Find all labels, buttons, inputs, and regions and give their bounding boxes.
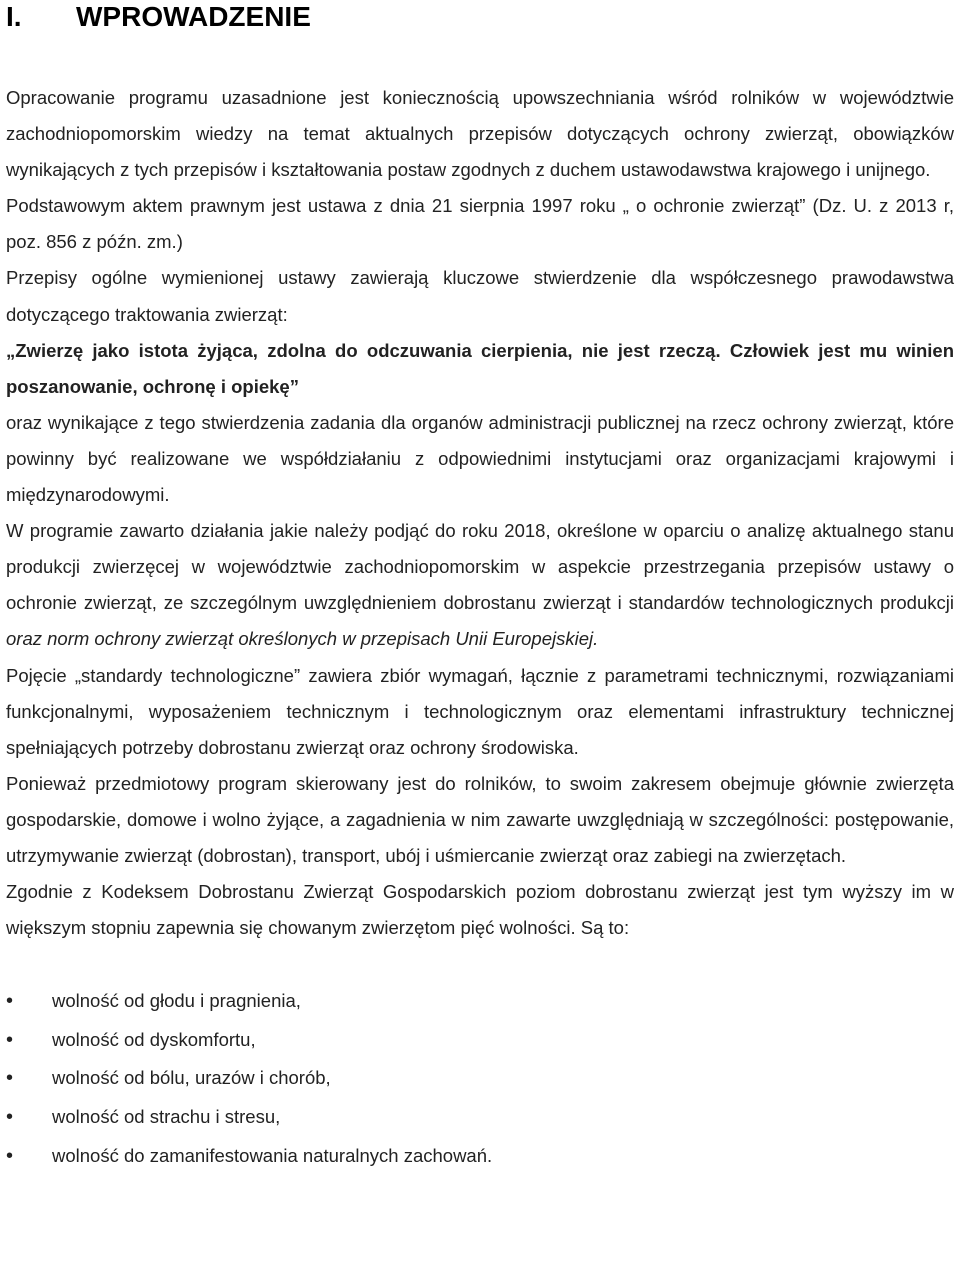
paragraph-welfare-code: Zgodnie z Kodeksem Dobrostanu Zwierząt Gospodarskich poziom dobrostanu zwierząt jest tym wyższy im w większym stopniu zapewnia się chowanym zwierzętom pięć wolności. Są to:: [6, 881, 954, 939]
list-item-text: wolność do zamanifestowania naturalnych zachowań.: [52, 1144, 493, 1166]
bullet-icon: •: [6, 1106, 14, 1129]
bullet-icon: •: [6, 1144, 14, 1167]
paragraph-purpose: Opracowanie programu uzasadnione jest koniecznością upowszechniania wśród rolników w województwie zachodniopomorskim wiedzy na temat aktualnych przepisów dotyczących ochrony zwierząt, obowiązków wynikających z tych przepisów i kształtowania postaw zgodnych z duchem ustawodawstwa krajowego i unijnego.: [6, 87, 954, 181]
bullet-icon: •: [6, 1067, 14, 1090]
section-title: WPROWADZENIE: [76, 1, 311, 32]
section-heading: [6, 0, 954, 58]
five-freedoms-list: [6, 982, 954, 1175]
paragraph-tasks: oraz wynikające z tego stwierdzenia zadania dla organów administracji publicznej na rzecz ochrony zwierząt, które powinny być realizowane we współdziałaniu z odpowiednimi instytucjami oraz organizacjami krajowymi i międzynarodowymi.: [6, 411, 954, 506]
body-text: [6, 80, 954, 946]
paragraph-legal-act: Podstawowym aktem prawnym jest ustawa z dnia 21 sierpnia 1997 roku „ o ochronie zwierząt” (Dz. U. z 2013 r, poz. 856 z późn. zm.): [6, 195, 954, 253]
list-item: [6, 1137, 954, 1176]
paragraph-program-actions: [6, 513, 954, 657]
paragraph-scope: Ponieważ przedmiotowy program skierowany jest do rolników, to swoim zakresem obejmuje głównie zwierzęta gospodarskie, domowe i wolno żyjące, a zagadnienia w nim zawarte uwzględniają w szczególności: postępowanie, utrzymywanie zwierząt (dobrostan), transport, ubój i uśmiercanie zwierząt oraz zabiegi na zwierzętach.: [6, 772, 954, 866]
list-item: [6, 982, 954, 1021]
paragraph-general-provisions: Przepisy ogólne wymienionej ustawy zawierają kluczowe stwierdzenie dla współczesnego prawodawstwa dotyczącego traktowania zwierząt:: [6, 267, 954, 325]
list-item-text: wolność od głodu i pragnienia,: [52, 990, 301, 1012]
list-item-text: wolność od strachu i stresu,: [52, 1106, 281, 1128]
bullet-icon: •: [6, 990, 14, 1013]
list-item: [6, 1021, 954, 1060]
program-actions-italic-text: oraz norm ochrony zwierząt określonych w przepisach Unii Europejskiej.: [6, 628, 599, 650]
bullet-icon: •: [6, 1028, 14, 1051]
list-item-text: wolność od dyskomfortu,: [52, 1028, 256, 1050]
list-item: [6, 1098, 954, 1137]
list-item-text: wolność od bólu, urazów i chorób,: [52, 1067, 331, 1089]
paragraph-quote: „Zwierzę jako istota żyjąca, zdolna do odczuwania cierpienia, nie jest rzeczą. Człowiek jest mu winien poszanowanie, ochronę i opiekę”: [6, 339, 954, 397]
paragraph-technological-standards: Pojęcie „standardy technologiczne” zawiera zbiór wymagań, łącznie z parametrami technicznymi, rozwiązaniami funkcjonalnymi, wyposażeniem technicznym i technologicznym oraz elementami infrastruktury technicznej spełniających potrzeby dobrostanu zwierząt oraz ochrony środowiska.: [6, 664, 954, 758]
list-item: [6, 1059, 954, 1098]
program-actions-text: W programie zawarto działania jakie należy podjąć do roku 2018, określone w oparciu o analizę aktualnego stanu produkcji zwierzęcej w województwie zachodniopomorskim w aspekcie przestrzegania przepisów ustawy o ochronie zwierząt, ze szczególnym uwzględnieniem dobrostanu zwierząt i standardów technologicznych produkcji: [6, 520, 954, 614]
section-number: I.: [6, 1, 22, 32]
